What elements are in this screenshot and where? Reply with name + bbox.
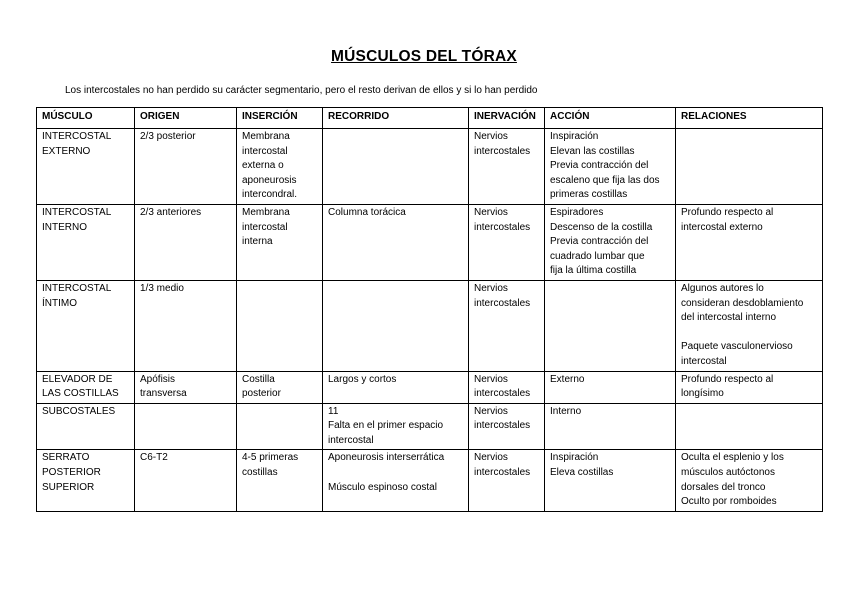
cell-text-line: 2/3 anteriores bbox=[140, 206, 202, 218]
page-title: MÚSCULOS DEL TÓRAX bbox=[331, 48, 517, 65]
cell-musculo bbox=[37, 403, 135, 450]
cell-text-line: intercostales bbox=[474, 297, 531, 309]
cell-text-line: Interno bbox=[550, 405, 582, 417]
cell-relaciones bbox=[676, 129, 823, 205]
cell-insercion bbox=[237, 204, 323, 280]
cell-text-line: 4-5 primeras bbox=[242, 452, 299, 464]
cell-text-line: Membrana bbox=[242, 206, 290, 218]
intro-text: Los intercostales no han perdido su carácter segmentario, pero el resto derivan de ellos y si lo han perdido bbox=[65, 85, 538, 96]
cell-text-line: ÍNTIMO bbox=[42, 297, 77, 309]
column-header-relaciones: RELACIONES bbox=[676, 108, 823, 129]
column-header-origen: ORIGEN bbox=[135, 108, 237, 129]
cell-text-line: externa o bbox=[242, 160, 284, 172]
cell-relaciones bbox=[676, 450, 823, 511]
cell-text-line: aponeurosis bbox=[242, 174, 297, 186]
cell-text-line: Inspiración bbox=[550, 131, 599, 142]
cell-text-line: Costilla bbox=[242, 373, 275, 385]
cell-text-line: INTERCOSTAL bbox=[42, 131, 112, 142]
cell-origen bbox=[135, 371, 237, 403]
cell-text-line: músculos autóctonos bbox=[681, 467, 775, 479]
cell-text-line: SERRATO bbox=[42, 452, 90, 464]
cell-text-line: Músculo espinoso costal bbox=[328, 481, 437, 493]
cell-text-line: Previa contracción del bbox=[550, 236, 649, 248]
cell-accion bbox=[545, 129, 676, 205]
cell-recorrido bbox=[323, 450, 469, 511]
table-row bbox=[37, 403, 823, 450]
cell-text-line: 1/3 medio bbox=[140, 282, 184, 294]
cell-text-line: intercostales bbox=[474, 388, 531, 400]
cell-text-line: INTERCOSTAL bbox=[42, 282, 112, 294]
cell-recorrido bbox=[323, 129, 469, 205]
cell-text-line: intercostales bbox=[474, 221, 531, 233]
column-header-accion: ACCIÓN bbox=[545, 108, 676, 129]
cell-text-line: costillas bbox=[242, 467, 278, 479]
cell-text-line: intercostal bbox=[242, 221, 288, 233]
cell-text-line: primeras costillas bbox=[550, 189, 628, 201]
cell-text-line: Profundo respecto al bbox=[681, 373, 774, 385]
cell-recorrido bbox=[323, 204, 469, 280]
cell-text-line: 2/3 posterior bbox=[140, 131, 196, 142]
cell-text-line: Oculto por romboides bbox=[681, 496, 777, 508]
table-row bbox=[37, 450, 823, 511]
cell-text-line: Nervios bbox=[474, 452, 508, 464]
cell-text-line: INTERCOSTAL bbox=[42, 206, 112, 218]
cell-text-line: dorsales del tronco bbox=[681, 481, 766, 493]
cell-text-line: EXTERNO bbox=[42, 145, 91, 157]
cell-inervacion bbox=[469, 450, 545, 511]
column-header-recorrido: RECORRIDO bbox=[323, 108, 469, 129]
cell-text-line: posterior bbox=[242, 388, 281, 400]
cell-recorrido bbox=[323, 280, 469, 371]
cell-text-line: intercostal externo bbox=[681, 221, 763, 233]
cell-text-line: Largos y cortos bbox=[328, 373, 397, 385]
cell-text-line: Aponeurosis interserrática bbox=[328, 452, 445, 464]
cell-inervacion bbox=[469, 371, 545, 403]
cell-text-line: 11 bbox=[328, 405, 339, 417]
column-header-inervacion: INERVACIÓN bbox=[469, 108, 545, 129]
cell-text-line: Nervios bbox=[474, 405, 508, 417]
cell-text-line: fija la última costilla bbox=[550, 265, 637, 277]
cell-recorrido bbox=[323, 403, 469, 450]
cell-musculo bbox=[37, 450, 135, 511]
cell-text-line: escaleno que fija las dos bbox=[550, 174, 660, 186]
cell-text-line: consideran desdoblamiento bbox=[681, 297, 804, 309]
cell-origen bbox=[135, 403, 237, 450]
cell-text-line: intercostal bbox=[242, 145, 288, 157]
cell-insercion bbox=[237, 403, 323, 450]
cell-blank-line bbox=[328, 466, 463, 481]
cell-text-line: intercondral. bbox=[242, 189, 298, 201]
cell-text-line: Paquete vasculonervioso bbox=[681, 341, 793, 353]
cell-musculo bbox=[37, 280, 135, 371]
cell-recorrido bbox=[323, 371, 469, 403]
cell-text-line: Columna torácica bbox=[328, 206, 406, 218]
cell-relaciones bbox=[676, 280, 823, 371]
cell-text-line: transversa bbox=[140, 388, 187, 400]
cell-origen bbox=[135, 129, 237, 205]
cell-text-line: Descenso de la costilla bbox=[550, 221, 653, 233]
table-row bbox=[37, 371, 823, 403]
cell-text-line: INTERNO bbox=[42, 221, 87, 233]
cell-text-line: ELEVADOR DE bbox=[42, 373, 113, 385]
cell-musculo bbox=[37, 204, 135, 280]
cell-text-line: Elevan las costillas bbox=[550, 145, 635, 157]
cell-text-line: Externo bbox=[550, 373, 585, 385]
cell-text-line: Inspiración bbox=[550, 452, 599, 464]
cell-text-line: longísimo bbox=[681, 388, 724, 400]
cell-text-line: Oculta el esplenio y los bbox=[681, 452, 784, 464]
cell-text-line: interna bbox=[242, 236, 273, 248]
cell-insercion bbox=[237, 129, 323, 205]
cell-text-line: C6-T2 bbox=[140, 452, 168, 464]
cell-relaciones bbox=[676, 403, 823, 450]
cell-text-line: intercostal bbox=[328, 434, 374, 446]
cell-accion bbox=[545, 403, 676, 450]
cell-text-line: intercostal bbox=[681, 355, 727, 367]
cell-accion bbox=[545, 450, 676, 511]
cell-accion bbox=[545, 371, 676, 403]
cell-text-line: intercostales bbox=[474, 467, 531, 479]
cell-text-line: Eleva costillas bbox=[550, 467, 614, 479]
cell-text-line: cuadrado lumbar que bbox=[550, 250, 645, 262]
cell-text-line: Nervios bbox=[474, 373, 508, 385]
cell-text-line: Profundo respecto al bbox=[681, 206, 774, 218]
cell-inervacion bbox=[469, 280, 545, 371]
cell-text-line: Falta en el primer espacio bbox=[328, 420, 444, 432]
cell-text-line: Nervios bbox=[474, 206, 508, 218]
cell-text-line: del intercostal interno bbox=[681, 312, 777, 324]
cell-relaciones bbox=[676, 204, 823, 280]
table-row bbox=[37, 204, 823, 280]
cell-relaciones bbox=[676, 371, 823, 403]
cell-accion bbox=[545, 280, 676, 371]
cell-text-line: LAS COSTILLAS bbox=[42, 388, 119, 400]
cell-inervacion bbox=[469, 204, 545, 280]
table-body bbox=[37, 129, 823, 512]
cell-text-line: Nervios bbox=[474, 282, 508, 294]
cell-text-line: SUBCOSTALES bbox=[42, 405, 116, 417]
cell-text-line: Previa contracción del bbox=[550, 160, 649, 172]
cell-origen bbox=[135, 280, 237, 371]
cell-text-line: SUPERIOR bbox=[42, 481, 95, 493]
cell-origen bbox=[135, 204, 237, 280]
cell-text-line: Nervios bbox=[474, 131, 508, 142]
column-header-musculo: MÚSCULO bbox=[37, 108, 135, 129]
table-row bbox=[37, 129, 823, 205]
cell-text-line: Espiradores bbox=[550, 206, 604, 218]
cell-text-line: intercostales bbox=[474, 420, 531, 432]
table-row bbox=[37, 280, 823, 371]
cell-inervacion bbox=[469, 129, 545, 205]
cell-musculo bbox=[37, 371, 135, 403]
cell-origen bbox=[135, 450, 237, 511]
column-header-insercion: INSERCIÓN bbox=[237, 108, 323, 129]
table-header-row bbox=[37, 108, 823, 129]
cell-insercion bbox=[237, 450, 323, 511]
cell-musculo bbox=[37, 129, 135, 205]
cell-text-line: intercostales bbox=[474, 145, 531, 157]
cell-text-line: POSTERIOR bbox=[42, 467, 101, 479]
cell-blank-line bbox=[681, 326, 817, 341]
cell-insercion bbox=[237, 371, 323, 403]
cell-accion bbox=[545, 204, 676, 280]
cell-text-line: Apófisis bbox=[140, 373, 176, 385]
cell-text-line: Membrana bbox=[242, 131, 290, 142]
cell-text-line: Algunos autores lo bbox=[681, 282, 764, 294]
cell-inervacion bbox=[469, 403, 545, 450]
cell-insercion bbox=[237, 280, 323, 371]
muscles-table bbox=[36, 107, 823, 512]
